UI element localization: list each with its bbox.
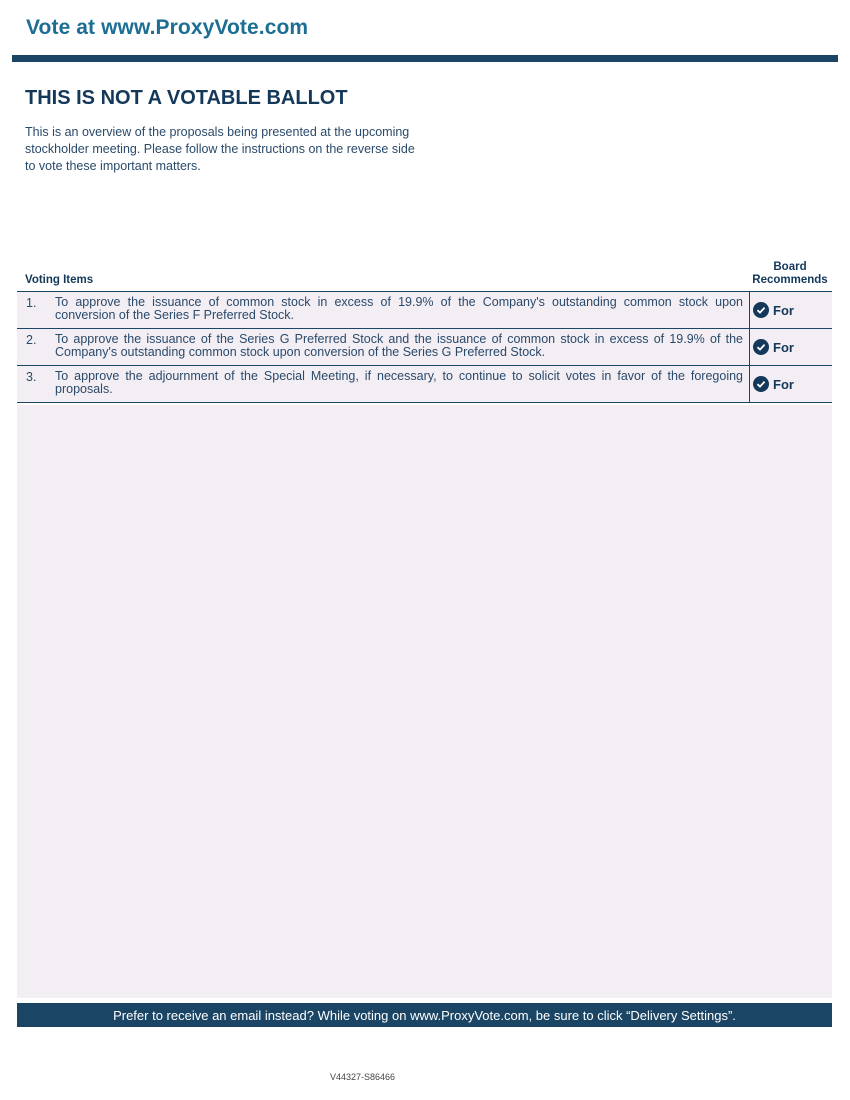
header-title: Vote at www.ProxyVote.com [26,16,309,39]
item-number: 3. [26,370,37,384]
recommendation-cell [750,366,832,402]
recommendation-cell [750,292,832,328]
recommendation-label: For [773,339,794,355]
item-number: 1. [26,296,37,310]
intro-text: This is an overview of the proposals being presented at the upcoming stockholder meeting. Please follow the instructions on the reverse side to vote these important matters. [25,125,415,173]
item-text: To approve the adjournment of the Special Meeting, if necessary, to continue to solicit votes in favor of the foregoing proposals. [55,369,743,396]
header-divider [12,55,838,62]
voting-items-table [17,291,832,403]
check-circle-icon [753,376,769,392]
board-recommends-heading: Board Recommends [752,261,828,286]
item-text: To approve the issuance of the Series G Preferred Stock and the issuance of common stock in excess of 19.9% of the Company's outstanding common stock upon conversion of the Series G Preferred Stock. [55,332,743,359]
item-number: 2. [26,333,37,347]
table-row [17,366,832,403]
voting-item-cell [17,329,750,365]
voting-item-cell [17,292,750,328]
page-title: THIS IS NOT A VOTABLE BALLOT [25,87,348,109]
recommendation-cell [750,329,832,365]
voting-item-cell [17,366,750,402]
table-row [17,329,832,366]
footer-banner [17,1003,832,1027]
item-text: To approve the issuance of common stock in excess of 19.9% of the Company's outstanding common stock upon conversion of the Series F Preferred Stock. [55,295,743,322]
blank-content-panel [17,405,832,998]
table-row [17,292,832,329]
voting-items-heading: Voting Items [25,274,94,286]
check-circle-icon [753,339,769,355]
recommendation-label: For [773,376,794,392]
recommendation-label: For [773,302,794,318]
document-code: V44327-S86466 [330,1072,396,1082]
footer-note: Prefer to receive an email instead? While voting on www.ProxyVote.com, be sure to click “Delivery Settings”. [113,1007,736,1023]
check-circle-icon [753,302,769,318]
